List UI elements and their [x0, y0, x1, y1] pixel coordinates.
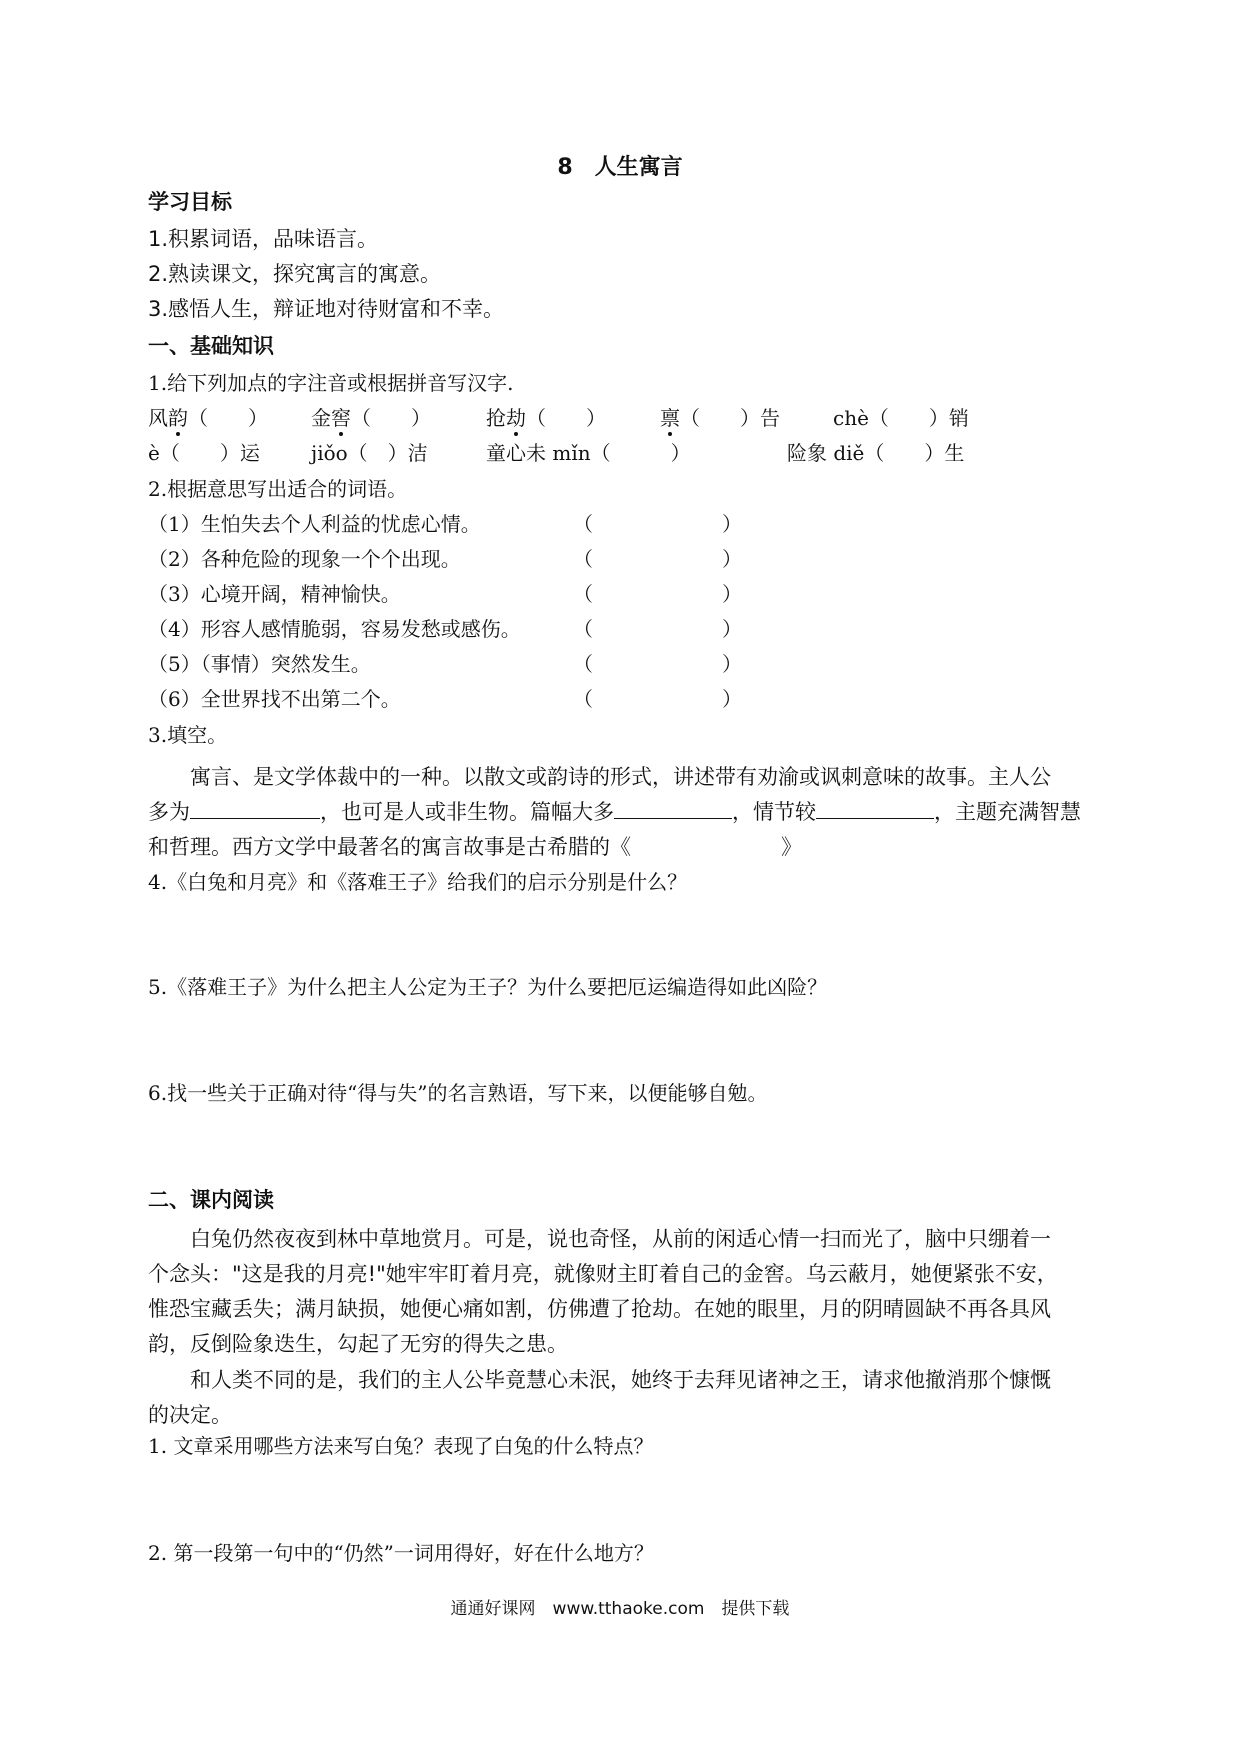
- objectives-heading: 学习目标: [148, 190, 232, 214]
- answer-paren: （ ）告: [680, 406, 780, 430]
- objective-item: 1.积累词语，品味语言。: [148, 227, 379, 251]
- reading-q1: 1. 文章采用哪些方法来写白兔？表现了白兔的什么特点？: [148, 1434, 654, 1458]
- passage-line: 和人类不同的是，我们的主人公毕竟慧心未泯，她终于去拜见诸神之王，请求他撤消那个慷慨: [190, 1368, 1051, 1392]
- pinyin-item: [660, 403, 780, 433]
- reading-paragraph-2: [148, 1363, 1098, 1438]
- section2-heading: 二、课内阅读: [148, 1188, 274, 1212]
- answer-paren-open: （: [573, 617, 593, 641]
- char-dotted: 禀: [660, 403, 680, 433]
- char-plain: 风: [148, 406, 168, 430]
- definition-item: （1）生怕失去个人利益的忧虑心情。: [148, 512, 481, 536]
- passage-line: 白兔仍然夜夜到林中草地赏月。可是，说也奇怪，从前的闲适心情一扫而光了，脑中只绷着一: [190, 1227, 1051, 1251]
- answer-paren: （ ）销: [868, 406, 969, 430]
- answer-paren-open: （: [573, 652, 593, 676]
- answer-paren-close: ）: [722, 547, 742, 571]
- fill-blank[interactable]: [816, 796, 934, 819]
- q3-text: 和哲理。西方文学中最著名的寓言故事是古希腊的《: [148, 835, 631, 859]
- passage-line: 的决定。: [148, 1403, 232, 1427]
- answer-paren-close: ）: [722, 582, 742, 606]
- pinyin-item: jiǒo（ ）洁: [311, 441, 428, 465]
- answer-paren: （ ）: [526, 406, 606, 430]
- q3-text: 多为: [148, 800, 190, 824]
- pinyin-item: [311, 403, 431, 433]
- q3-line: [148, 795, 1081, 830]
- q3-text: ，情节较: [732, 800, 816, 824]
- pinyin-item: [833, 403, 969, 433]
- page-title: 8 人生寓言: [557, 155, 683, 180]
- reading-q2: 2. 第一段第一句中的“仍然”一词用得好，好在什么地方？: [148, 1541, 654, 1565]
- q3-text: 》: [781, 835, 802, 859]
- pinyin-item: [486, 403, 606, 433]
- answer-paren-close: ）: [722, 512, 742, 536]
- q5-question: 5.《落难王子》为什么把主人公定为王子？为什么要把厄运编造得如此凶险？: [148, 975, 828, 999]
- reading-paragraph-1: [148, 1222, 1098, 1372]
- q2-prompt: 2.根据意思写出适合的词语。: [148, 477, 408, 501]
- char-plain: 金: [311, 406, 331, 430]
- answer-paren-close: ）: [722, 652, 742, 676]
- objective-item: 3.感悟人生，辩证地对待财富和不幸。: [148, 297, 505, 321]
- answer-paren-close: ）: [722, 617, 742, 641]
- answer-paren-open: （: [573, 512, 593, 536]
- passage-line: 韵，反倒险象迭生，勾起了无穷的得失之患。: [148, 1332, 568, 1356]
- q3-paragraph: [148, 760, 1098, 870]
- definition-item: （6）全世界找不出第二个。: [148, 687, 401, 711]
- char-plain: 抢: [486, 406, 506, 430]
- answer-paren-open: （: [573, 687, 593, 711]
- definition-item: （5）（事情）突然发生。: [148, 652, 371, 676]
- pinyin-item: 险象 diě（ ）生: [787, 441, 965, 465]
- answer-paren-open: （: [573, 547, 593, 571]
- q4-question: 4.《白兔和月亮》和《落难王子》给我们的启示分别是什么？: [148, 870, 688, 894]
- passage-line: 个念头："这是我的月亮!"她牢牢盯着月亮，就像财主盯着自己的金窖。乌云蔽月，她便紧张不安，: [148, 1262, 1058, 1286]
- char-dotted: 劫: [506, 403, 526, 433]
- page-footer: 通通好课网 www.tthaoke.com 提供下载: [450, 1599, 790, 1619]
- definition-item: （3）心境开阔，精神愉快。: [148, 582, 401, 606]
- answer-paren-open: （: [573, 582, 593, 606]
- char-dotted: 韵: [168, 403, 188, 433]
- q3-text: ，也可是人或非生物。篇幅大多: [320, 800, 614, 824]
- char-dotted: 窖: [331, 403, 351, 433]
- fill-blank[interactable]: [614, 796, 732, 819]
- definition-item: （2）各种危险的现象一个个出现。: [148, 547, 461, 571]
- answer-paren: （ ）: [351, 406, 431, 430]
- q6-question: 6.找一些关于正确对待“得与失”的名言熟语，写下来，以便能够自勉。: [148, 1081, 768, 1105]
- pinyin-item: [148, 403, 268, 433]
- answer-paren: （ ）: [188, 406, 268, 430]
- passage-line: 惟恐宝藏丢失；满月缺损，她便心痛如割，仿佛遭了抢劫。在她的眼里，月的阴晴圆缺不再各具风: [148, 1297, 1051, 1321]
- q3-text: ，主题充满智慧: [934, 800, 1081, 824]
- q1-prompt: 1.给下列加点的字注音或根据拼音写汉字.: [148, 371, 514, 395]
- q3-line: [148, 830, 802, 865]
- pinyin-item: 童心未 mǐn（ ）: [486, 441, 691, 465]
- fill-blank[interactable]: [190, 796, 320, 819]
- section1-heading: 一、基础知识: [148, 334, 274, 358]
- definition-item: （4）形容人感情脆弱，容易发愁或感伤。: [148, 617, 521, 641]
- answer-paren-close: ）: [722, 687, 742, 711]
- pinyin-text: chè: [833, 406, 869, 430]
- q3-line: 寓言、是文学体裁中的一种。以散文或韵诗的形式，讲述带有劝渝或讽刺意味的故事。主人公: [190, 765, 1051, 789]
- pinyin-item: è（ ）运: [148, 441, 260, 465]
- objective-item: 2.熟读课文，探究寓言的寓意。: [148, 262, 442, 286]
- q3-prompt: 3.填空。: [148, 723, 228, 747]
